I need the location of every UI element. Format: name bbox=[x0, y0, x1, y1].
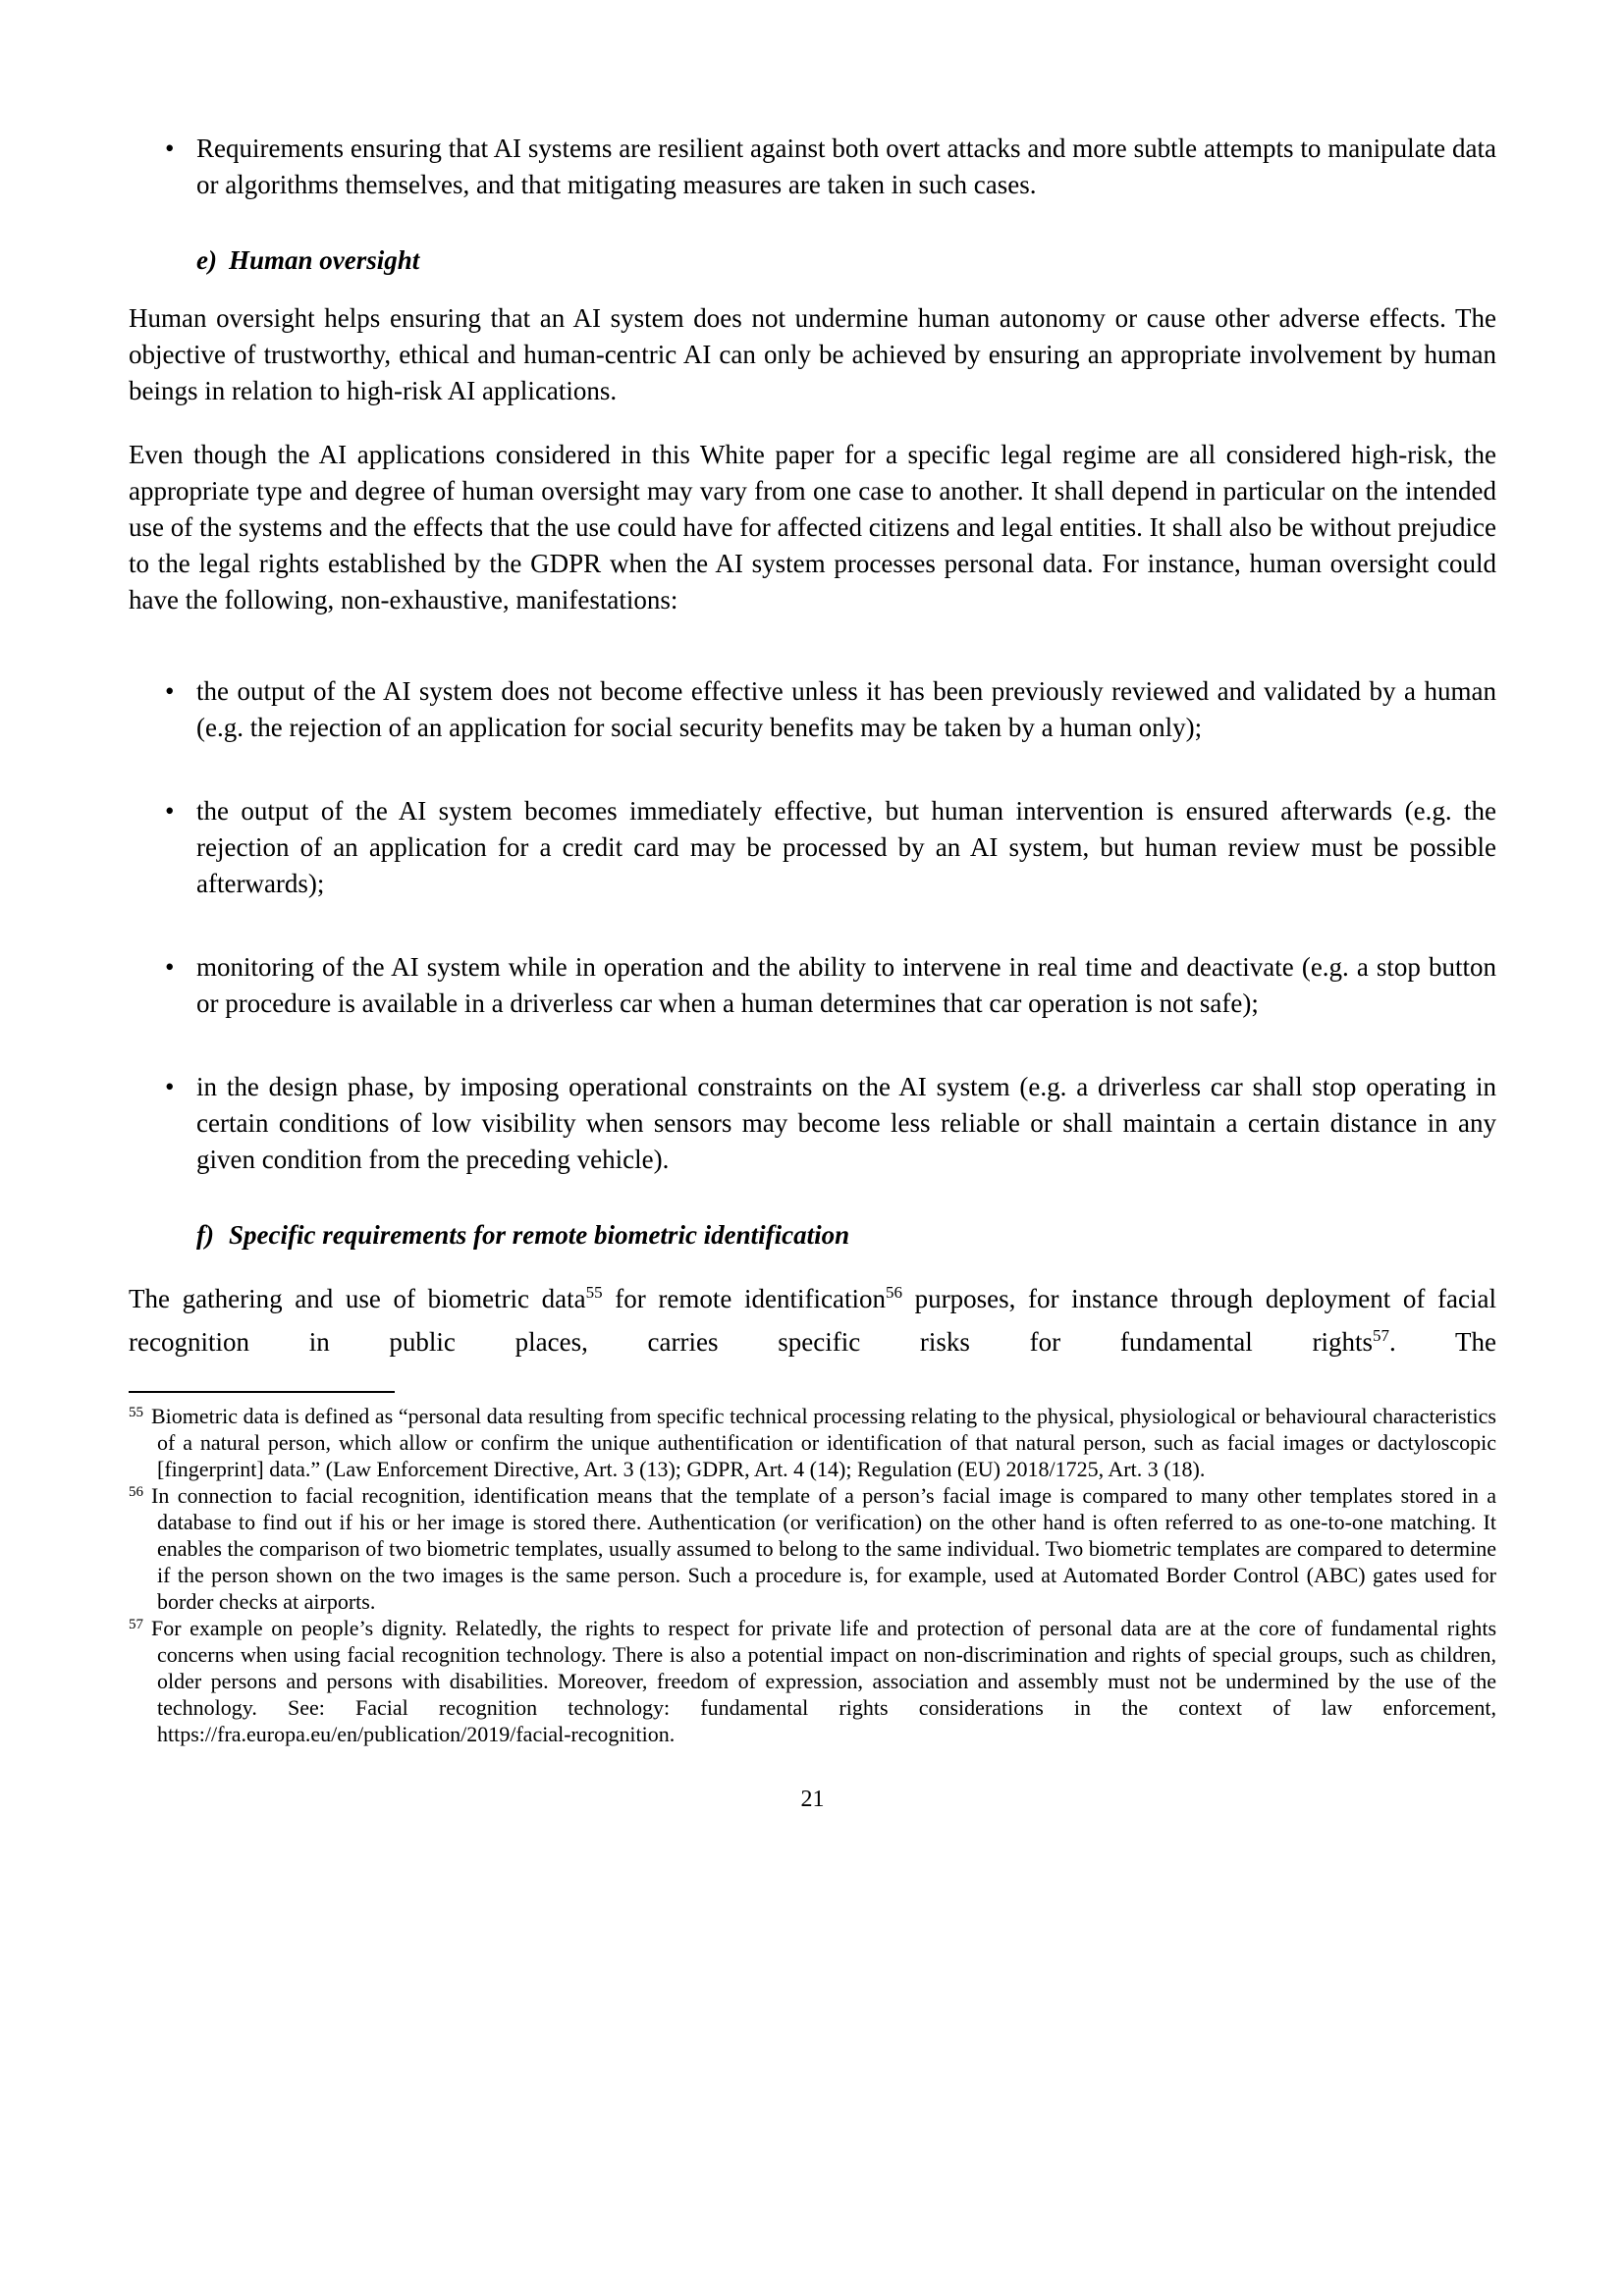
biometric-intro-paragraph bbox=[129, 1277, 1496, 1363]
section-heading-f bbox=[196, 1217, 1496, 1254]
footnote-57: $^{57}$ For example on people’s dignity. Relatedly, the rights to respect for private life and protection of personal data are at the core of fundamental rights concerns when using facial recognition technology. There is also a potential impact on non-discrimination and rights of special groups, such as children, older persons and persons with disabilities. Moreover, freedom of expression, association and assembly must not be undermined by the use of the technology. See: Facial recognition technology: fundamental rights considerations in the context of law enforcement, https://fra.europa.eu/en/publication/2019/facial-recognition. bbox=[129, 1616, 1496, 1746]
footnote-ref-56: 56 bbox=[885, 1283, 902, 1302]
bullet-text-oversight-3: monitoring of the AI system while in operation and the ability to intervene in real time and deactivate (e.g. a stop button or procedure is available in a driverless car when a human determines that car operation is not safe); bbox=[196, 952, 1496, 1018]
bullet-item-oversight-1 bbox=[129, 673, 1496, 746]
bullet-icon: • bbox=[165, 952, 175, 982]
bullet-text-oversight-4: in the design phase, by imposing operational constraints on the AI system (e.g. a driverless car shall stop operating in certain conditions of low visibility when sensors may become less reliable or shall maintain a certain distance in any given condition from the preceding vehicle). bbox=[196, 1072, 1496, 1174]
footnote-separator bbox=[129, 1391, 395, 1393]
bullet-item-resilience bbox=[129, 131, 1496, 203]
section-f-title: Specific requirements for remote biometric identification bbox=[229, 1220, 850, 1250]
bullet-icon: • bbox=[165, 1072, 175, 1101]
bullet-icon: • bbox=[165, 676, 175, 706]
bullet-item-oversight-4 bbox=[129, 1069, 1496, 1178]
paragraph-text: for remote identification bbox=[602, 1284, 886, 1313]
bullet-item-oversight-3 bbox=[129, 949, 1496, 1022]
footnote-55: $^{55}$ Biometric data is defined as “personal data resulting from specific technical processing relating to the physical, physiological or behavioural characteristics of a natural person, which allow or confirm the unique authentification or identification of that natural person, such as facial images or dactyloscopic [fingerprint] data.” (Law Enforcement Directive, Art. 3 (13); GDPR, Art. 4 (14); Regulation (EU) 2018/1725, Art. 3 (18). bbox=[129, 1404, 1496, 1481]
page-content bbox=[129, 131, 1496, 1814]
paragraph-text: . The bbox=[1389, 1327, 1496, 1357]
footnotes-section bbox=[129, 1391, 1496, 1747]
footnote-text-57: For example on people’s dignity. Relatedly, the rights to respect for private life and protection of personal data are at the core of fundamental rights concerns when using facial recognition technology. There is also a potential impact on non-discrimination and rights of special groups, such as children, older persons and persons with disabilities. Moreover, freedom of expression, association and assembly must not be undermined by the use of the technology. See: Facial recognition technology: fundamental rights considerations in the context of law enforcement, https://fra.europa.eu/en/publication/2019/facial-recognition. bbox=[151, 1616, 1496, 1746]
footnote-text-55: Biometric data is defined as “personal data resulting from specific technical processing relating to the physical, physiological or behavioural characteristics of a natural person, which allow or confirm the unique authentification or identification of that natural person, such as facial images or dactyloscopic [fingerprint] data.” (Law Enforcement Directive, Art. 3 (13); GDPR, Art. 4 (14); Regulation (EU) 2018/1725, Art. 3 (18). bbox=[151, 1404, 1496, 1481]
human-oversight-paragraph-2: Even though the AI applications considered in this White paper for a specific legal regime are all considered high-risk, the appropriate type and degree of human oversight may vary from one case to another. It shall depend in particular on the intended use of the systems and the effects that the use could have for affected citizens and legal entities. It shall also be without prejudice to the legal rights established by the GDPR when the AI system processes personal data. For instance, human oversight could have the following, non-exhaustive, manifestations: bbox=[129, 440, 1496, 614]
bullet-text-resilience: Requirements ensuring that AI systems are resilient against both overt attacks and more subtle attempts to manipulate data or algorithms themselves, and that mitigating measures are taken in such cases. bbox=[196, 133, 1496, 199]
footnote-ref-57: 57 bbox=[1373, 1326, 1390, 1345]
section-heading-e bbox=[196, 242, 1496, 279]
oversight-manifestations-list bbox=[129, 673, 1496, 1178]
paragraph-text: purposes, for instance through deployment of facial recognition in public places, carries specific risks for fundamental rights bbox=[129, 1284, 1496, 1357]
footnote-56: $^{56}$ In connection to facial recognition, identification means that the template of a person’s facial image is compared to many other templates stored in a database to find out if his or her image is stored there. Authentication (or verification) on the other hand is often referred to as one-to-one matching. It enables the comparison of two biometric templates, usually assumed to belong to the same individual. Two biometric templates are compared to determine if the person shown on the two images is the same person. Such a procedure is, for example, used at Automated Border Control (ABC) gates used for border checks at airports. bbox=[129, 1483, 1496, 1614]
human-oversight-paragraph-1: Human oversight helps ensuring that an AI system does not undermine human autonomy or cause other adverse effects. The objective of trustworthy, ethical and human-centric AI can only be achieved by ensuring an appropriate involvement by human beings in relation to high-risk AI applications. bbox=[129, 303, 1496, 405]
section-e-title: Human oversight bbox=[229, 245, 420, 275]
bullet-icon: • bbox=[165, 133, 175, 163]
section-f-label: f) bbox=[196, 1220, 214, 1250]
footnote-text-56: In connection to facial recognition, identification means that the template of a person’s facial image is compared to many other templates stored in a database to find out if his or her image is stored there. Authentication (or verification) on the other hand is often referred to as one-to-one matching. It enables the comparison of two biometric templates, usually assumed to belong to the same individual. Two biometric templates are compared to determine if the person shown on the two images is the same person. Such a procedure is, for example, used at Automated Border Control (ABC) gates used for border checks at airports. bbox=[151, 1483, 1496, 1614]
paragraph-text: The gathering and use of biometric data bbox=[129, 1284, 586, 1313]
bullet-text-oversight-1: the output of the AI system does not become effective unless it has been previously reviewed and validated by a human (e.g. the rejection of an application for social security benefits may be taken by a human only); bbox=[196, 676, 1496, 742]
bullet-item-oversight-2 bbox=[129, 793, 1496, 902]
page-number: 21 bbox=[800, 1787, 825, 1812]
footnote-ref-55: 55 bbox=[585, 1283, 603, 1302]
bullet-text-oversight-2: the output of the AI system becomes immediately effective, but human intervention is ensured afterwards (e.g. the rejection of an application for a credit card may be processed by an AI system, but human review must be possible afterwards); bbox=[196, 796, 1496, 898]
bullet-icon: • bbox=[165, 796, 175, 826]
section-e-label: e) bbox=[196, 245, 217, 275]
